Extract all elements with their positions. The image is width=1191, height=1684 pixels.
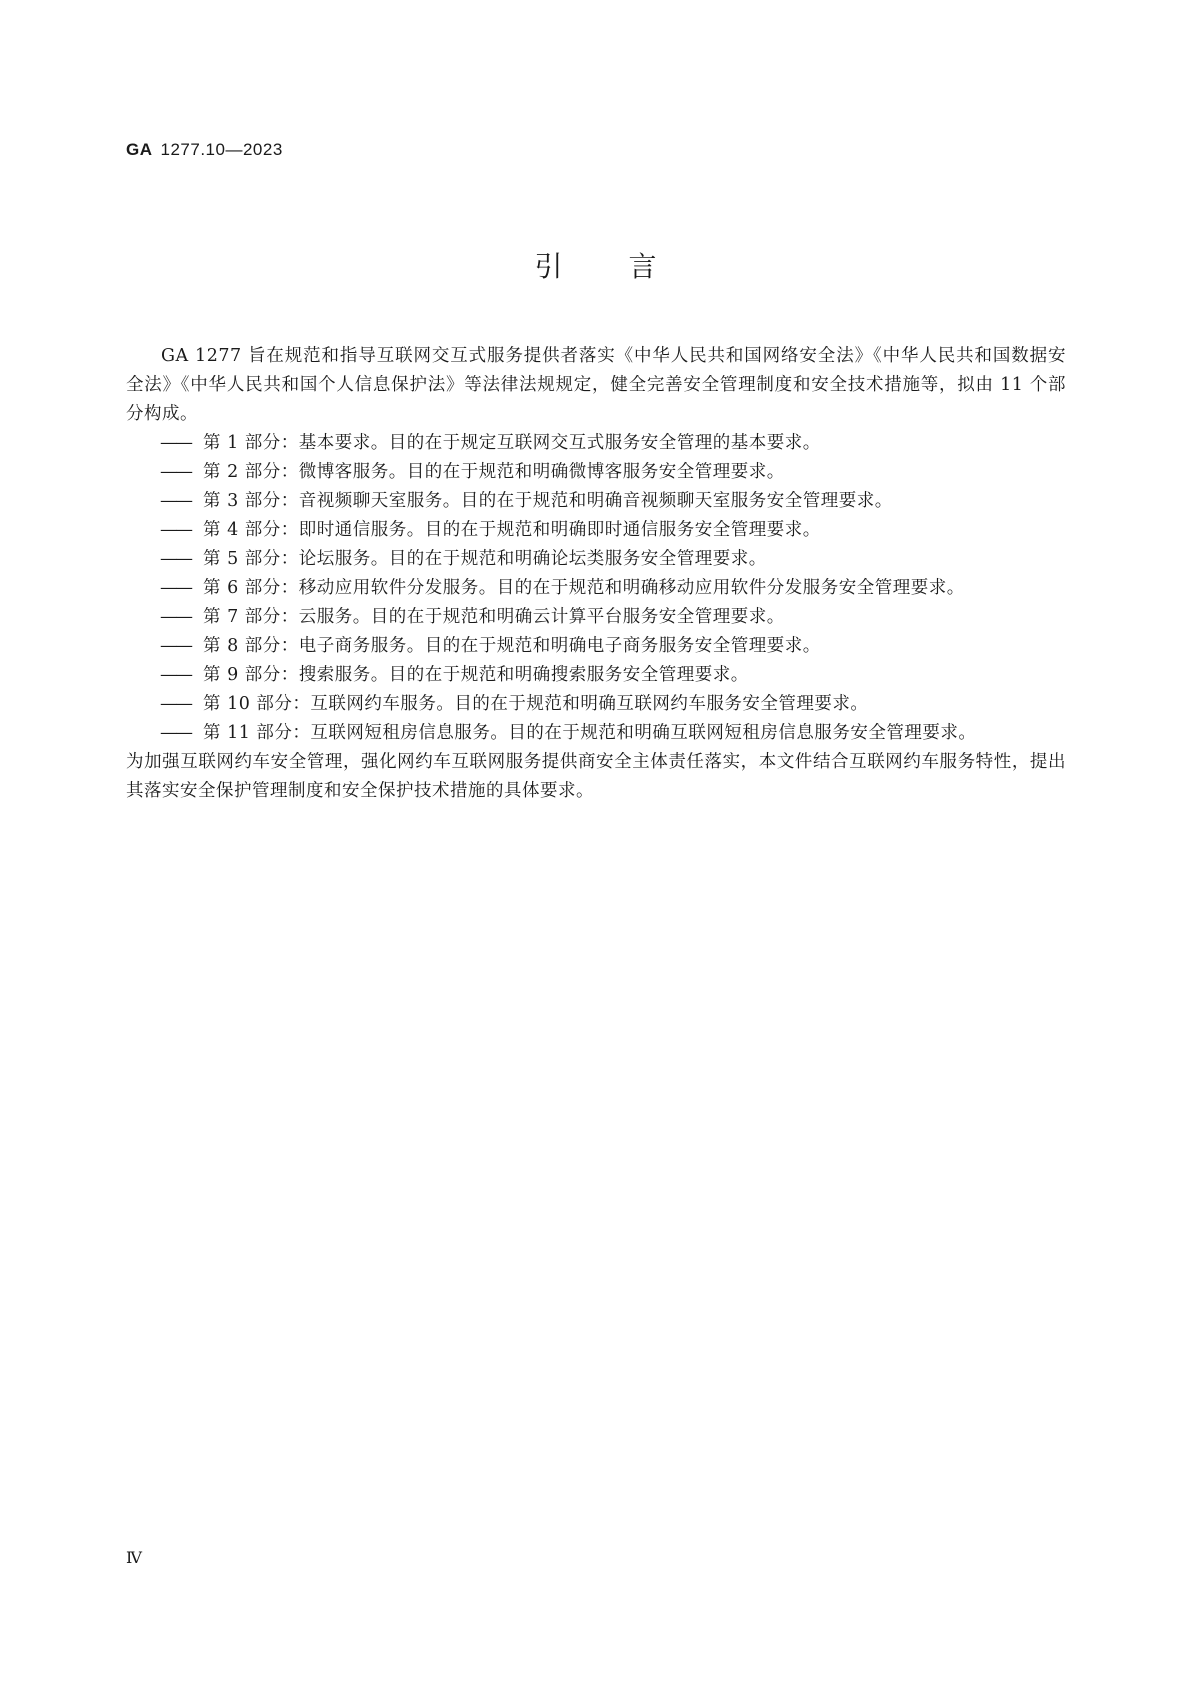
list-item — [126, 458, 1066, 487]
list-item-text: 第 4 部分：即时通信服务。目的在于规范和明确即时通信服务安全管理要求。 — [203, 520, 821, 540]
list-dash: —— — [160, 520, 191, 540]
list-item — [126, 429, 1066, 458]
list-dash: —— — [160, 607, 191, 627]
closing-paragraph: 为加强互联网约车安全管理，强化网约车互联网服务提供商安全主体责任落实，本文件结合互联网约车服务特性，提出其落实安全保护管理制度和安全保护技术措施的具体要求。 — [126, 752, 1066, 801]
list-item-text: 第 1 部分：基本要求。目的在于规定互联网交互式服务安全管理的基本要求。 — [203, 433, 821, 453]
parts-list — [126, 429, 1066, 748]
document-code-number: 1277.10—2023 — [160, 140, 283, 159]
list-item — [126, 487, 1066, 516]
page-number: Ⅳ — [126, 1548, 142, 1567]
list-dash: —— — [160, 491, 191, 511]
list-item-text: 第 5 部分：论坛服务。目的在于规范和明确论坛类服务安全管理要求。 — [203, 549, 767, 569]
document-body — [126, 342, 1066, 806]
list-item-text: 第 6 部分：移动应用软件分发服务。目的在于规范和明确移动应用软件分发服务安全管理要求。 — [203, 578, 965, 598]
document-code-prefix: GA — [126, 140, 153, 159]
list-item-text: 第 9 部分：搜索服务。目的在于规范和明确搜索服务安全管理要求。 — [203, 665, 749, 685]
list-item-text: 第 7 部分：云服务。目的在于规范和明确云计算平台服务安全管理要求。 — [203, 607, 785, 627]
intro-paragraph: GA 1277 旨在规范和指导互联网交互式服务提供者落实《中华人民共和国网络安全法》《中华人民共和国数据安全法》《中华人民共和国个人信息保护法》等法律法规规定，健全完善安全管理制度和安全技术措施等，拟由 11 个部分构成。 — [126, 346, 1066, 424]
list-item — [126, 516, 1066, 545]
list-dash: —— — [160, 578, 191, 598]
list-item — [126, 603, 1066, 632]
list-item-text: 第 11 部分：互联网短租房信息服务。目的在于规范和明确互联网短租房信息服务安全管理要求。 — [203, 723, 977, 743]
document-code — [126, 140, 283, 160]
list-dash: —— — [160, 694, 191, 714]
list-item-text: 第 10 部分：互联网约车服务。目的在于规范和明确互联网约车服务安全管理要求。 — [203, 694, 869, 714]
list-item — [126, 545, 1066, 574]
list-item-text: 第 2 部分：微博客服务。目的在于规范和明确微博客服务安全管理要求。 — [203, 462, 785, 482]
list-dash: —— — [160, 462, 191, 482]
page-title: 引言 — [534, 250, 723, 283]
list-dash: —— — [160, 636, 191, 656]
list-item — [126, 661, 1066, 690]
list-item — [126, 574, 1066, 603]
list-dash: —— — [160, 549, 191, 569]
list-item-text: 第 3 部分：音视频聊天室服务。目的在于规范和明确音视频聊天室服务安全管理要求。 — [203, 491, 893, 511]
list-item — [126, 632, 1066, 661]
list-item-text: 第 8 部分：电子商务服务。目的在于规范和明确电子商务服务安全管理要求。 — [203, 636, 821, 656]
list-item — [126, 719, 1066, 748]
list-dash: —— — [160, 433, 191, 453]
list-dash: —— — [160, 665, 191, 685]
list-dash: —— — [160, 723, 191, 743]
list-item — [126, 690, 1066, 719]
